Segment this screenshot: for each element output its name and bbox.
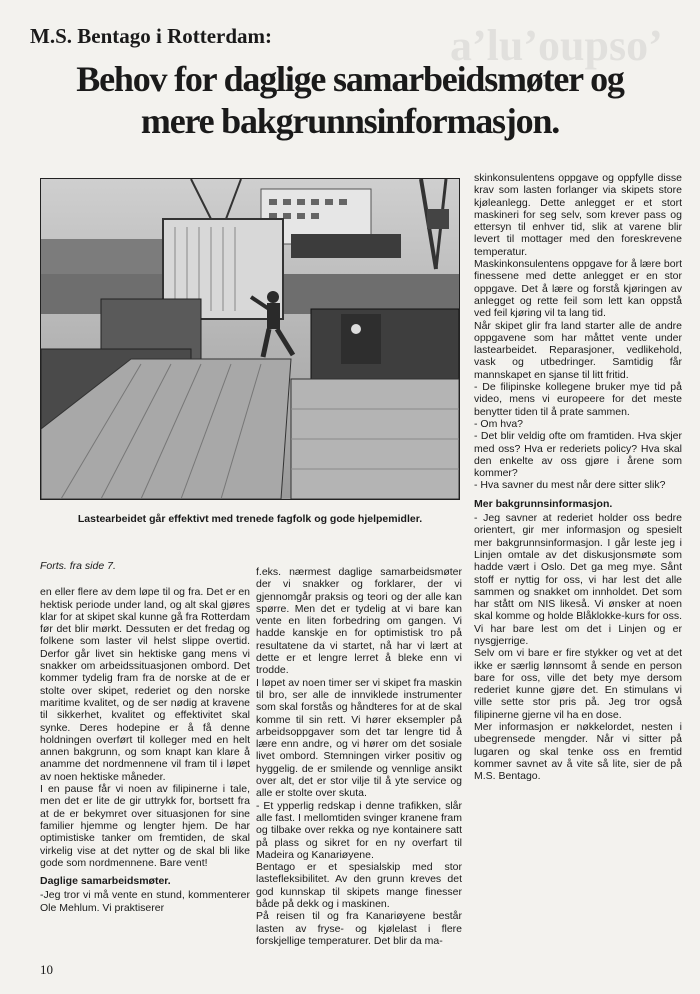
paragraph: -Jeg tror vi må vente en stund, kommenterer Ole Mehlum. Vi praktiserer: [40, 889, 250, 914]
subheading: Daglige samarbeidsmøter.: [40, 875, 171, 888]
paragraph: f.eks. nærmest daglige samarbeidsmøter der vi snakker og forklarer, der vi gjennomgår praksis og teori og der alle kan spørre. Men det er tydelig at vi bare kan vente en liten forbedring om gangen. Vi hadde kanskje en for optimistisk tro på resultatene da vi startet, nå har vi lært at dette er et lengre lerret å bleke enn vi trodde.: [256, 566, 462, 677]
photo-caption: Lastearbeidet går effektivt med trenede fagfolk og gode hjelpemidler.: [77, 513, 423, 525]
paragraph: - Det blir veldig ofte om framtiden. Hva skjer med oss? Hva er rederiets policy? Hva skal den enkelte av oss gjøre i årene som kommer?: [474, 430, 682, 480]
paragraph: - Et ypperlig redskap i denne trafikken, slår alle fast. I mellomtiden svinger kranene fram og tilbake over rekka og nye kontainere satt på plass og sikret for en ny overfart til Madeira og Kanariøyene.: [256, 799, 463, 861]
headline-line-1: Behov for daglige samarbeidsmøter og: [76, 59, 624, 99]
paragraph: Mer informasjon er nøkkelordet, nesten i ubegrensede mengder. Når vi sitter på lugaren og skal tenke oss en fremtid kommer savnet av å vite så lite, sier de på M.S. Bentago.: [474, 721, 682, 783]
continued-from-note: Forts. fra side 7.: [40, 560, 116, 572]
cargo-deck-photo: [40, 178, 460, 500]
paragraph: På reisen til og fra Kanariøyene består lasten av fryse- og kjølelast i flere forskjellige temperaturer. Det blir da ma-: [256, 910, 462, 947]
page-number: 10: [40, 962, 53, 977]
paragraph: skinkonsulentens oppgave og oppfylle disse krav som lasten forlanger via skipets store kjøleanlegg. Dette anlegget er et stort maskineri for seg selv, som krever pass og ettersyn til enhver tid, slik at varene blir levert til mottager med den foreskrevene temperatur.: [474, 172, 682, 258]
kicker: M.S. Bentago i Rotterdam:: [30, 24, 273, 48]
containers-photo-illustration: [41, 179, 459, 499]
subheading: Mer bakgrunnsinformasjon.: [474, 497, 613, 510]
paragraph: Selv om vi bare er fire stykker og vet at det ikke er særlig lønnsomt å sende en person bare for oss, ville det bety mye dersom rederiet kunne gjøre det. En stimulans vi ville sette stor pris på. Jeg tror også filipinerne gjerne vil ha en dose.: [474, 647, 682, 721]
paragraph: - De filipinske kollegene bruker mye tid på video, mens vi europeere for det meste benytter tiden til å prate sammen.: [474, 381, 682, 418]
adjacent-page-bleed: aʼluʼoupsoʼ: [450, 21, 663, 70]
paragraph: I løpet av noen timer ser vi skipet fra maskin til bro, ser alle de innviklede instrumenter som skal forstås og håndteres for at de skal komme til sin rett. Vi hører eksempler på arbeidsoppgaver som det tar lengre tid å lære enn andre, og vi hører om det sosiale livet ombord. Stemningen virker positiv og hyggelig. de er smilende og vennlige ansikt over alt, det er stor vilje til å yte service og alle er stolte over skuta.: [256, 676, 462, 800]
headline: [20, 58, 680, 142]
column-3: [474, 172, 682, 783]
column-1: [40, 560, 250, 914]
paragraph: Når skipet glir fra land starter alle de andre oppgavene som har måttet vente under lastearbeidet. Reparasjoner, vedlikehold, vask og utbedringer. Samtidig får mannskapet en sjanse til litt fritid.: [474, 319, 682, 381]
paragraph: - Om hva?: [474, 417, 524, 430]
paragraph: Maskinkonsulentens oppgave for å lære bort finessene med dette anlegget er en stor oppgave. Det å lære og forstå kjøringen av anlegget og rette feil som lett kan oppstå ved feil kjøring vil ta lang tid.: [474, 258, 682, 320]
paragraph: en eller flere av dem løpe til og fra. Det er en hektisk periode under land, og alt skal gjøres klar for at skipet skal kunne gå fra Rotterdam før det blir mørkt. Dessuten er det fredag og folkene som laster vil helst slippe overtid. Derfor går livet sin hektiske gang mens vi snakker om arbeidssituasjonen ombord. Det kommer tydelig fram fra de norske at de er stolte over skipet, rederiet og den norske maritime kvalitet, og de ser nødig at kravene til sikkerhet, kvalitet og effektivitet skal synke. Deres hodepine er å få denne holdningen overført til kolleger med en helt annen bakgrunn, og som knapt kan klare å anamme det nordmennene vil fram til i løpet av noen hektiske måneder.: [40, 586, 250, 783]
headline-line-2: mere bakgrunnsinformasjon.: [140, 101, 560, 141]
paragraph: - Hva savner du mest når dere sitter slik?: [474, 479, 666, 492]
column-2: [256, 566, 462, 947]
paragraph: Bentago er et spesialskip med stor lastefleksibilitet. Av den grunn kreves det god kunnskap til skipets mange finesser både på dekk og i maskinen.: [256, 861, 462, 911]
paragraph: - Jeg savner at rederiet holder oss bedre orientert, gir mer informasjon og spesielt mer bakgrunnsinformasjon. I går leste jeg i Linjen omtale av det diskusjonsmøte som hadde vært i Oslo. Det ga meg mye. Sånt stoff er nyttig for oss, vi har lest det alle sammen og snakket om innholdet. Det som har stått om NIS likeså. Vi ønsker at noen skal komme og holde Blåklokke-kurs for oss. Vi har bare lest om det i Linjen og er nysgjerrige.: [474, 512, 682, 647]
paragraph: I en pause får vi noen av filipinerne i tale, men det er lite de gir uttrykk for, bortsett fra at de er bekymret over situasjonen for sine familier hjemme og lengter hjem. De har optimistiske tanker om fremtiden, de skal virkelig vise at det nytter og de skal bli like gode som nordmennene. Bare vent!: [40, 783, 250, 869]
